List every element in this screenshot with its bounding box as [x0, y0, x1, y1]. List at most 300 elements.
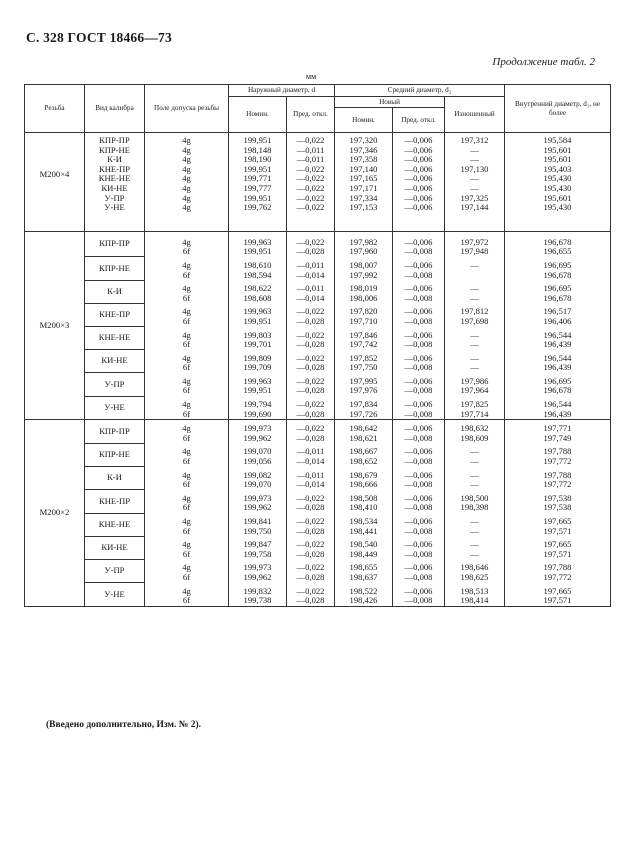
inner-diameter-cell: 196,695 [505, 377, 611, 387]
outer-nominal-cell: 199,951 [229, 194, 287, 204]
gauge-type-cell: У-НЕ [85, 583, 145, 607]
pitch-deviation-cell: —0,008 [393, 503, 445, 513]
outer-nominal-cell: 199,762 [229, 203, 287, 213]
pitch-worn-cell: 198,609 [445, 434, 505, 444]
inner-diameter-cell: 197,538 [505, 494, 611, 504]
inner-diameter-cell: 197,772 [505, 457, 611, 467]
spacer-cell [145, 213, 229, 232]
pitch-worn-cell: 197,812 [445, 307, 505, 317]
pitch-deviation-cell: —0,006 [393, 174, 445, 184]
pitch-nominal-cell: 198,522 [335, 587, 393, 597]
pitch-nominal-cell: 198,534 [335, 517, 393, 527]
pitch-deviation-cell: —0,006 [393, 146, 445, 156]
gauge-type-cell: КНЕ-ПР [85, 165, 145, 175]
tolerance-cell: 4g [145, 331, 229, 341]
pitch-deviation-cell: —0,006 [393, 261, 445, 271]
gauge-type-cell: КПР-ПР [85, 231, 145, 257]
outer-deviation-cell: —0,011 [287, 146, 335, 156]
col-outer-diameter: Наружный диаметр, d [229, 85, 335, 97]
outer-deviation-cell: —0,022 [287, 424, 335, 434]
pitch-nominal-cell: 197,153 [335, 203, 393, 213]
tolerance-cell: 6f [145, 340, 229, 350]
pitch-nominal-cell: 197,820 [335, 307, 393, 317]
pitch-nominal-cell: 198,540 [335, 540, 393, 550]
outer-nominal-cell: 199,701 [229, 340, 287, 350]
pitch-deviation-cell: —0,008 [393, 596, 445, 606]
pitch-worn-cell: 197,986 [445, 377, 505, 387]
inner-diameter-cell: 197,571 [505, 596, 611, 606]
pitch-deviation-cell: —0,006 [393, 284, 445, 294]
pitch-worn-cell: — [445, 471, 505, 481]
pitch-nominal-cell: 197,334 [335, 194, 393, 204]
pitch-worn-cell: — [445, 340, 505, 350]
tolerance-cell: 4g [145, 146, 229, 156]
inner-diameter-cell: 197,749 [505, 434, 611, 444]
pitch-deviation-cell: —0,008 [393, 480, 445, 490]
tolerance-cell: 4g [145, 447, 229, 457]
inner-diameter-cell: 197,538 [505, 503, 611, 513]
pitch-worn-cell: 197,948 [445, 247, 505, 257]
gauge-type-cell: У-ПР [85, 194, 145, 204]
table-header [25, 85, 611, 133]
outer-deviation-cell: —0,022 [287, 587, 335, 597]
gauge-type-cell: КНЕ-ПР [85, 303, 145, 326]
pitch-nominal-cell: 198,019 [335, 284, 393, 294]
tolerance-cell: 4g [145, 587, 229, 597]
gauge-type-cell: КНЕ-НЕ [85, 513, 145, 536]
outer-deviation-cell: —0,022 [287, 354, 335, 364]
gauge-type-cell: У-ПР [85, 373, 145, 396]
table-row [25, 203, 611, 213]
pitch-nominal-cell: 197,846 [335, 331, 393, 341]
spacer-cell [335, 213, 393, 232]
pitch-deviation-cell: —0,008 [393, 271, 445, 281]
outer-nominal-cell: 198,594 [229, 271, 287, 281]
tolerance-cell: 6f [145, 573, 229, 583]
gauge-type-cell: КНЕ-НЕ [85, 174, 145, 184]
inner-diameter-cell: 196,655 [505, 247, 611, 257]
pitch-worn-cell: 197,312 [445, 136, 505, 146]
pitch-deviation-cell: —0,006 [393, 331, 445, 341]
inner-diameter-cell: 197,788 [505, 563, 611, 573]
pitch-nominal-cell: 197,976 [335, 386, 393, 396]
pitch-worn-cell: — [445, 354, 505, 364]
thread-cell: M200×4 [25, 136, 85, 213]
inner-diameter-cell: 197,788 [505, 447, 611, 457]
pitch-nominal-cell: 197,992 [335, 271, 393, 281]
pitch-worn-cell: 198,625 [445, 573, 505, 583]
pitch-deviation-cell: —0,008 [393, 410, 445, 420]
gauge-type-cell: КИ-НЕ [85, 350, 145, 373]
outer-nominal-cell: 198,622 [229, 284, 287, 294]
pitch-worn-cell: 197,130 [445, 165, 505, 175]
inner-diameter-cell: 197,772 [505, 573, 611, 583]
pitch-deviation-cell: —0,008 [393, 434, 445, 444]
outer-nominal-cell: 199,809 [229, 354, 287, 364]
outer-deviation-cell: —0,022 [287, 165, 335, 175]
pitch-worn-cell: — [445, 331, 505, 341]
tolerance-cell: 4g [145, 307, 229, 317]
inner-diameter-cell: 196,439 [505, 410, 611, 420]
spacer-cell [229, 213, 287, 232]
gauge-type-cell: КПР-НЕ [85, 443, 145, 466]
inner-diameter-cell: 195,403 [505, 165, 611, 175]
pitch-deviation-cell: —0,006 [393, 471, 445, 481]
inner-diameter-cell: 196,517 [505, 307, 611, 317]
pitch-deviation-cell: —0,006 [393, 165, 445, 175]
outer-deviation-cell: —0,011 [287, 471, 335, 481]
outer-nominal-cell: 199,973 [229, 563, 287, 573]
tolerance-cell: 4g [145, 203, 229, 213]
tolerance-cell: 4g [145, 424, 229, 434]
col-pitch-new: Новый [335, 96, 445, 108]
pitch-worn-cell: — [445, 363, 505, 373]
pitch-worn-cell: 198,646 [445, 563, 505, 573]
tolerance-cell: 6f [145, 550, 229, 560]
tolerance-cell: 6f [145, 527, 229, 537]
pitch-nominal-cell: 197,960 [335, 247, 393, 257]
tolerance-cell: 4g [145, 238, 229, 248]
inner-diameter-cell: 197,788 [505, 471, 611, 481]
spacer-cell [393, 213, 445, 232]
inner-diameter-cell: 196,439 [505, 340, 611, 350]
outer-nominal-cell: 199,832 [229, 587, 287, 597]
pitch-worn-cell: 198,632 [445, 424, 505, 434]
outer-nominal-cell: 199,070 [229, 447, 287, 457]
tolerance-cell: 4g [145, 494, 229, 504]
pitch-deviation-cell: —0,006 [393, 354, 445, 364]
pitch-nominal-cell: 198,642 [335, 424, 393, 434]
pitch-deviation-cell: —0,006 [393, 494, 445, 504]
pitch-deviation-cell: —0,006 [393, 563, 445, 573]
pitch-worn-cell: 197,144 [445, 203, 505, 213]
col-gauge: Вид калибра [85, 85, 145, 133]
col-pitch-deviation: Пред. откл. [393, 108, 445, 133]
gauge-type-cell: КНЕ-ПР [85, 490, 145, 513]
outer-deviation-cell: —0,022 [287, 377, 335, 387]
pitch-worn-cell: — [445, 294, 505, 304]
page-number: С. 328 [26, 30, 64, 45]
outer-nominal-cell: 198,148 [229, 146, 287, 156]
inner-diameter-cell: 195,430 [505, 203, 611, 213]
col-outer-nominal: Номин. [229, 96, 287, 133]
pitch-worn-cell: — [445, 527, 505, 537]
outer-deviation-cell: —0,022 [287, 540, 335, 550]
outer-nominal-cell: 199,951 [229, 317, 287, 327]
outer-nominal-cell: 199,771 [229, 174, 287, 184]
outer-nominal-cell: 199,750 [229, 527, 287, 537]
gauge-type-cell: К-И [85, 467, 145, 490]
pitch-deviation-cell: —0,008 [393, 317, 445, 327]
outer-nominal-cell: 199,758 [229, 550, 287, 560]
pitch-deviation-cell: —0,008 [393, 340, 445, 350]
pitch-worn-cell: — [445, 540, 505, 550]
pitch-deviation-cell: —0,006 [393, 447, 445, 457]
pitch-deviation-cell: —0,006 [393, 424, 445, 434]
pitch-nominal-cell: 198,007 [335, 261, 393, 271]
gauge-type-cell: КПР-НЕ [85, 146, 145, 156]
outer-deviation-cell: —0,028 [287, 317, 335, 327]
inner-diameter-cell: 196,695 [505, 261, 611, 271]
section-m200x4 [25, 133, 611, 232]
outer-deviation-cell: —0,028 [287, 596, 335, 606]
pitch-nominal-cell: 197,320 [335, 136, 393, 146]
outer-nominal-cell: 199,841 [229, 517, 287, 527]
outer-nominal-cell: 199,070 [229, 480, 287, 490]
pitch-nominal-cell: 197,171 [335, 184, 393, 194]
pitch-worn-cell: — [445, 155, 505, 165]
inner-diameter-cell: 197,665 [505, 587, 611, 597]
spacer-cell [85, 213, 145, 232]
pitch-worn-cell: 197,825 [445, 400, 505, 410]
outer-deviation-cell: —0,028 [287, 247, 335, 257]
tolerance-cell: 4g [145, 540, 229, 550]
pitch-deviation-cell: —0,008 [393, 294, 445, 304]
outer-deviation-cell: —0,022 [287, 203, 335, 213]
tolerance-cell: 6f [145, 480, 229, 490]
outer-deviation-cell: —0,022 [287, 331, 335, 341]
pitch-nominal-cell: 198,652 [335, 457, 393, 467]
pitch-worn-cell: 197,698 [445, 317, 505, 327]
outer-nominal-cell: 199,056 [229, 457, 287, 467]
outer-deviation-cell: —0,028 [287, 527, 335, 537]
pitch-nominal-cell: 197,995 [335, 377, 393, 387]
outer-nominal-cell: 199,082 [229, 471, 287, 481]
pitch-nominal-cell: 198,666 [335, 480, 393, 490]
inner-diameter-cell: 197,571 [505, 527, 611, 537]
spacer-cell [505, 213, 611, 232]
tolerance-cell: 6f [145, 434, 229, 444]
outer-deviation-cell: —0,022 [287, 400, 335, 410]
outer-nominal-cell: 199,962 [229, 434, 287, 444]
outer-nominal-cell: 199,690 [229, 410, 287, 420]
pitch-deviation-cell: —0,006 [393, 540, 445, 550]
outer-deviation-cell: —0,011 [287, 155, 335, 165]
pitch-nominal-cell: 198,449 [335, 550, 393, 560]
pitch-deviation-cell: —0,008 [393, 386, 445, 396]
inner-diameter-cell: 197,771 [505, 424, 611, 434]
pitch-worn-cell: 198,414 [445, 596, 505, 606]
inner-diameter-cell: 197,665 [505, 540, 611, 550]
outer-deviation-cell: —0,014 [287, 480, 335, 490]
pitch-nominal-cell: 198,508 [335, 494, 393, 504]
tolerance-cell: 4g [145, 194, 229, 204]
inner-diameter-cell: 197,571 [505, 550, 611, 560]
section-m200x2 [25, 420, 611, 607]
gauge-type-cell: К-И [85, 280, 145, 303]
pitch-deviation-cell: —0,008 [393, 457, 445, 467]
pitch-nominal-cell: 197,852 [335, 354, 393, 364]
pitch-nominal-cell: 197,750 [335, 363, 393, 373]
pitch-deviation-cell: —0,006 [393, 307, 445, 317]
tolerance-cell: 6f [145, 457, 229, 467]
outer-deviation-cell: —0,028 [287, 503, 335, 513]
pitch-deviation-cell: —0,006 [393, 587, 445, 597]
pitch-worn-cell: — [445, 480, 505, 490]
outer-deviation-cell: —0,022 [287, 194, 335, 204]
pitch-deviation-cell: —0,006 [393, 517, 445, 527]
inner-diameter-cell: 195,601 [505, 155, 611, 165]
outer-deviation-cell: —0,028 [287, 340, 335, 350]
tolerance-cell: 4g [145, 284, 229, 294]
inner-diameter-cell: 196,406 [505, 317, 611, 327]
outer-deviation-cell: —0,022 [287, 494, 335, 504]
pitch-deviation-cell: —0,006 [393, 400, 445, 410]
outer-nominal-cell: 199,847 [229, 540, 287, 550]
col-thread: Резьба [25, 85, 85, 133]
pitch-nominal-cell: 197,358 [335, 155, 393, 165]
outer-deviation-cell: —0,022 [287, 563, 335, 573]
outer-nominal-cell: 199,973 [229, 424, 287, 434]
outer-deviation-cell: —0,011 [287, 261, 335, 271]
pitch-worn-cell: — [445, 447, 505, 457]
tolerance-cell: 6f [145, 247, 229, 257]
pitch-worn-cell: — [445, 146, 505, 156]
pitch-nominal-cell: 197,834 [335, 400, 393, 410]
pitch-worn-cell: — [445, 174, 505, 184]
pitch-nominal-cell: 197,140 [335, 165, 393, 175]
tolerance-cell: 4g [145, 174, 229, 184]
outer-nominal-cell: 199,951 [229, 165, 287, 175]
tolerance-cell: 4g [145, 517, 229, 527]
units-label: мм [306, 72, 317, 81]
outer-nominal-cell: 199,777 [229, 184, 287, 194]
footnote: (Введено дополнительно, Изм. № 2). [46, 720, 201, 730]
col-tolerance: Поле допуска резьбы [145, 85, 229, 133]
tolerance-cell: 6f [145, 596, 229, 606]
outer-nominal-cell: 199,951 [229, 136, 287, 146]
pitch-nominal-cell: 198,621 [335, 434, 393, 444]
gauge-type-cell: КИ-НЕ [85, 536, 145, 559]
inner-diameter-cell: 195,601 [505, 194, 611, 204]
pitch-nominal-cell: 198,679 [335, 471, 393, 481]
outer-nominal-cell: 199,803 [229, 331, 287, 341]
outer-nominal-cell: 198,608 [229, 294, 287, 304]
tolerance-cell: 6f [145, 503, 229, 513]
pitch-nominal-cell: 197,710 [335, 317, 393, 327]
inner-diameter-cell: 196,439 [505, 363, 611, 373]
tolerance-cell: 6f [145, 410, 229, 420]
outer-deviation-cell: —0,028 [287, 386, 335, 396]
tolerance-cell: 4g [145, 155, 229, 165]
pitch-nominal-cell: 197,742 [335, 340, 393, 350]
inner-diameter-cell: 196,678 [505, 271, 611, 281]
pitch-worn-cell: 198,398 [445, 503, 505, 513]
pitch-nominal-cell: 198,637 [335, 573, 393, 583]
tolerance-cell: 4g [145, 377, 229, 387]
gauge-type-cell: КИ-НЕ [85, 184, 145, 194]
pitch-deviation-cell: —0,006 [393, 377, 445, 387]
pitch-deviation-cell: —0,006 [393, 184, 445, 194]
gauge-type-cell: КПР-ПР [85, 420, 145, 444]
outer-deviation-cell: —0,028 [287, 573, 335, 583]
pitch-deviation-cell: —0,006 [393, 203, 445, 213]
outer-deviation-cell: —0,022 [287, 184, 335, 194]
pitch-deviation-cell: —0,006 [393, 155, 445, 165]
pitch-deviation-cell: —0,006 [393, 136, 445, 146]
gauge-type-cell: КПР-ПР [85, 136, 145, 146]
pitch-nominal-cell: 198,410 [335, 503, 393, 513]
outer-nominal-cell: 199,951 [229, 386, 287, 396]
inner-diameter-cell: 195,584 [505, 136, 611, 146]
outer-nominal-cell: 199,794 [229, 400, 287, 410]
pitch-deviation-cell: —0,008 [393, 363, 445, 373]
pitch-nominal-cell: 198,655 [335, 563, 393, 573]
inner-diameter-cell: 196,695 [505, 284, 611, 294]
pitch-nominal-cell: 197,726 [335, 410, 393, 420]
pitch-nominal-cell: 198,441 [335, 527, 393, 537]
outer-deviation-cell: —0,022 [287, 307, 335, 317]
outer-deviation-cell: —0,022 [287, 174, 335, 184]
pitch-deviation-cell: —0,008 [393, 527, 445, 537]
pitch-nominal-cell: 197,982 [335, 238, 393, 248]
inner-diameter-cell: 196,678 [505, 386, 611, 396]
gauge-type-cell: КНЕ-НЕ [85, 327, 145, 350]
pitch-worn-cell: 197,972 [445, 238, 505, 248]
outer-nominal-cell: 199,951 [229, 247, 287, 257]
outer-deviation-cell: —0,014 [287, 457, 335, 467]
pitch-nominal-cell: 197,165 [335, 174, 393, 184]
pitch-worn-cell: 198,500 [445, 494, 505, 504]
outer-nominal-cell: 199,962 [229, 573, 287, 583]
section-m200x3 [25, 231, 611, 420]
tolerance-cell: 4g [145, 354, 229, 364]
tolerance-cell: 4g [145, 563, 229, 573]
outer-nominal-cell: 199,962 [229, 503, 287, 513]
outer-nominal-cell: 199,963 [229, 377, 287, 387]
outer-deviation-cell: —0,028 [287, 550, 335, 560]
outer-deviation-cell: —0,022 [287, 238, 335, 248]
col-pitch-diameter: Средний диаметр, d₂ [335, 85, 505, 97]
outer-nominal-cell: 199,963 [229, 307, 287, 317]
pitch-worn-cell: 197,714 [445, 410, 505, 420]
outer-deviation-cell: —0,028 [287, 410, 335, 420]
outer-nominal-cell: 199,738 [229, 596, 287, 606]
pitch-nominal-cell: 198,667 [335, 447, 393, 457]
pitch-worn-cell: — [445, 550, 505, 560]
spacer-cell [445, 213, 505, 232]
outer-deviation-cell: —0,028 [287, 434, 335, 444]
tolerance-cell: 4g [145, 136, 229, 146]
col-pitch-nominal: Номин. [335, 108, 393, 133]
page-header [26, 30, 172, 46]
pitch-worn-cell: 197,964 [445, 386, 505, 396]
inner-diameter-cell: 196,544 [505, 400, 611, 410]
gauge-type-cell: У-НЕ [85, 396, 145, 420]
pitch-nominal-cell: 198,426 [335, 596, 393, 606]
tolerance-cell: 6f [145, 271, 229, 281]
tolerance-cell: 6f [145, 294, 229, 304]
pitch-deviation-cell: —0,008 [393, 573, 445, 583]
inner-diameter-cell: 196,678 [505, 294, 611, 304]
spacer-cell [287, 213, 335, 232]
inner-diameter-cell: 195,601 [505, 146, 611, 156]
thread-cell: M200×2 [25, 420, 85, 607]
continuation-note: Продолжение табл. 2 [492, 56, 595, 68]
inner-diameter-cell: 195,430 [505, 184, 611, 194]
pitch-worn-cell: 197,325 [445, 194, 505, 204]
gauge-type-cell: К-И [85, 155, 145, 165]
tolerance-cell: 6f [145, 363, 229, 373]
outer-nominal-cell: 199,709 [229, 363, 287, 373]
gauge-dimensions-table [24, 84, 611, 607]
tolerance-cell: 4g [145, 471, 229, 481]
tolerance-cell: 6f [145, 386, 229, 396]
outer-deviation-cell: —0,011 [287, 447, 335, 457]
tolerance-cell: 4g [145, 400, 229, 410]
col-pitch-worn: Изношенный [445, 96, 505, 133]
pitch-worn-cell: — [445, 184, 505, 194]
